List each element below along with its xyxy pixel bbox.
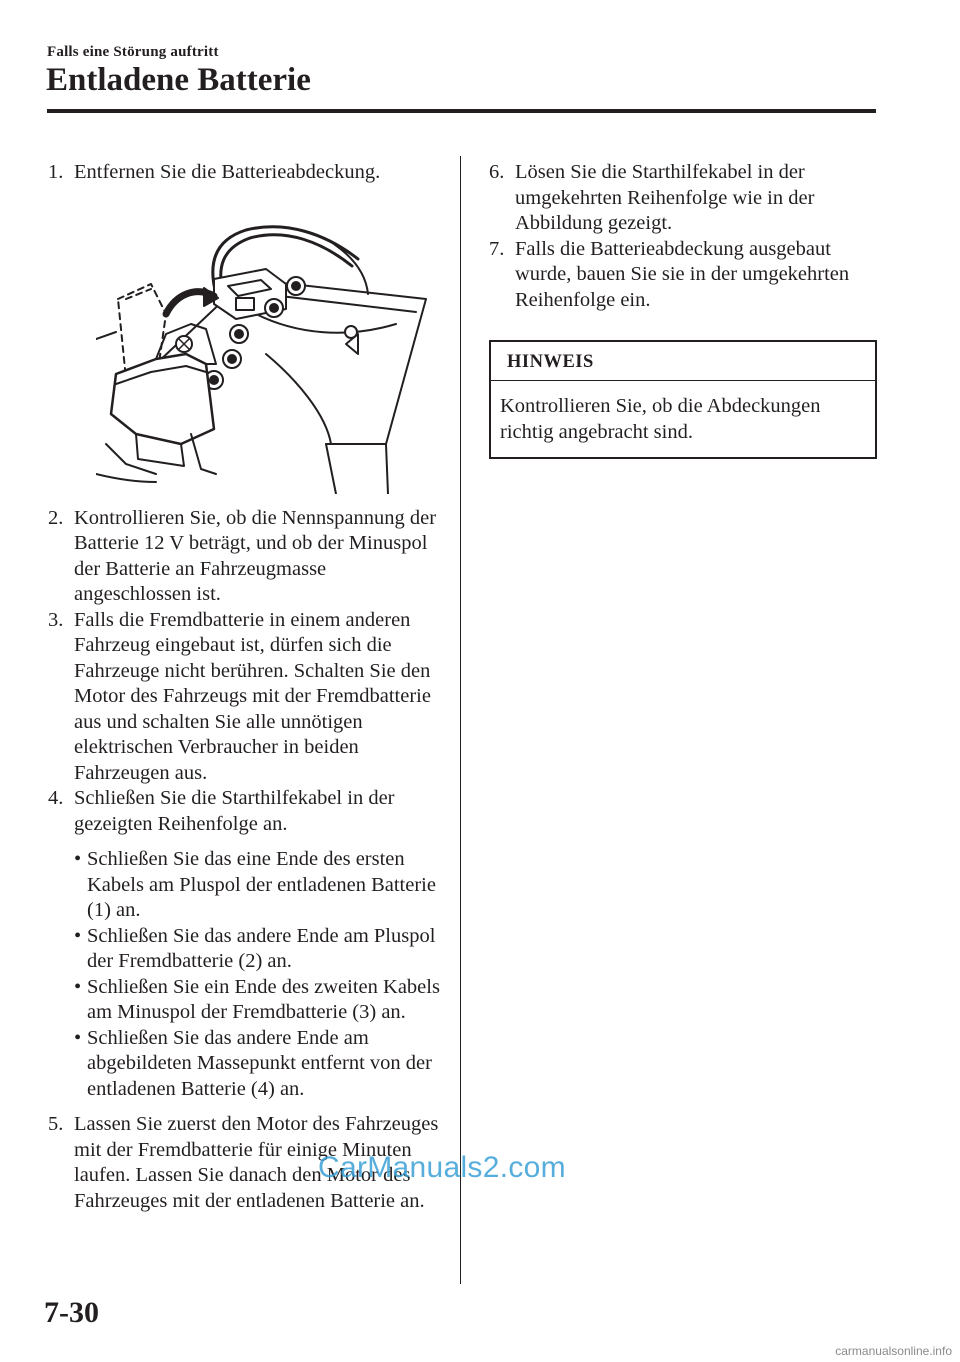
step-7 [489, 237, 877, 314]
step-number: 3. [48, 608, 64, 631]
section-label: Falls eine Störung auftritt [47, 44, 219, 60]
bullet-marker: • [74, 848, 82, 870]
list-item [74, 924, 448, 975]
battery-cover-illustration [96, 204, 441, 494]
note-box [489, 340, 877, 459]
right-column [489, 160, 877, 459]
step-1 [48, 160, 448, 186]
bullet-marker: • [74, 1026, 82, 1049]
step-number: 5. [48, 1113, 64, 1135]
step-text: Kontrollieren Sie, ob die Nennspannung der Batterie 12 V beträgt, und ob der Minuspol der Batterie an Fahrzeugmasse angeschlossen ist. [74, 506, 437, 605]
step-number: 4. [48, 787, 64, 809]
watermark: CarManuals2.com [318, 1151, 566, 1184]
site-mark: carmanualsonline.info [835, 1344, 952, 1358]
bullet-text: Schließen Sie ein Ende des zweiten Kabels am Minuspol der Fremdbatterie (3) an. [87, 975, 440, 1023]
bullet-text: Schließen Sie das andere Ende am abgebildeten Massepunkt entfernt von der entladenen Batterie (4) an. [87, 1026, 432, 1100]
step-text: Falls die Batterieabdeckung ausgebaut wurde, bauen Sie sie in der umgekehrten Reihenfolge ein. [515, 237, 850, 311]
step-text: Schließen Sie die Starthilfekabel in der gezeigten Reihenfolge an. [74, 787, 395, 835]
bullet-text: Schließen Sie das andere Ende am Pluspol der Fremdbatterie (2) an. [87, 924, 436, 972]
step-number: 6. [489, 161, 505, 183]
note-text: Kontrollieren Sie, ob die Abdeckungen richtig angebracht sind. [500, 395, 821, 443]
step-text: Lösen Sie die Starthilfekabel in der umgekehrten Reihenfolge wie in der Abbildung gezeigt. [515, 161, 815, 234]
list-item [74, 975, 448, 1026]
list-item [74, 847, 448, 924]
battery-cover-removal-illustration [96, 204, 441, 494]
page-number: 7-30 [44, 1296, 99, 1329]
step-text: Lassen Sie zuerst den Motor des Fahrzeuges mit der Fremdbatterie für einige Minuten laufen. Lassen Sie danach den Motor des Fahrzeuges mit der entladenen Batterie an. [74, 1113, 439, 1212]
step-4-bullet-list [74, 847, 448, 1102]
note-heading: HINWEIS [491, 342, 875, 381]
column-divider [460, 156, 461, 1284]
bullet-text: Schließen Sie das eine Ende des ersten Kabels am Pluspol der entladenen Batterie (1) an. [87, 848, 436, 921]
step-3 [48, 608, 448, 787]
bullet-marker: • [74, 975, 82, 998]
step-text: Entfernen Sie die Batterieabdeckung. [74, 161, 381, 183]
list-item [74, 1026, 448, 1103]
page-title: Entladene Batterie [46, 62, 311, 98]
left-column [48, 160, 448, 1214]
step-4 [48, 786, 448, 837]
bullet-marker: • [74, 924, 82, 947]
step-number: 1. [48, 161, 64, 183]
step-number: 2. [48, 506, 64, 529]
step-text: Falls die Fremdbatterie in einem anderen Fahrzeug eingebaut ist, dürfen sich die Fahrzeuge nicht berühren. Schalten Sie den Motor des Fahrzeugs mit der Fremdbatterie aus und schalten Sie alle unnötigen elektrischen Verbraucher in beiden Fahrzeugen aus. [74, 608, 431, 784]
step-number: 7. [489, 237, 505, 260]
step-2 [48, 506, 448, 608]
step-6 [489, 160, 877, 237]
title-rule [47, 109, 876, 113]
